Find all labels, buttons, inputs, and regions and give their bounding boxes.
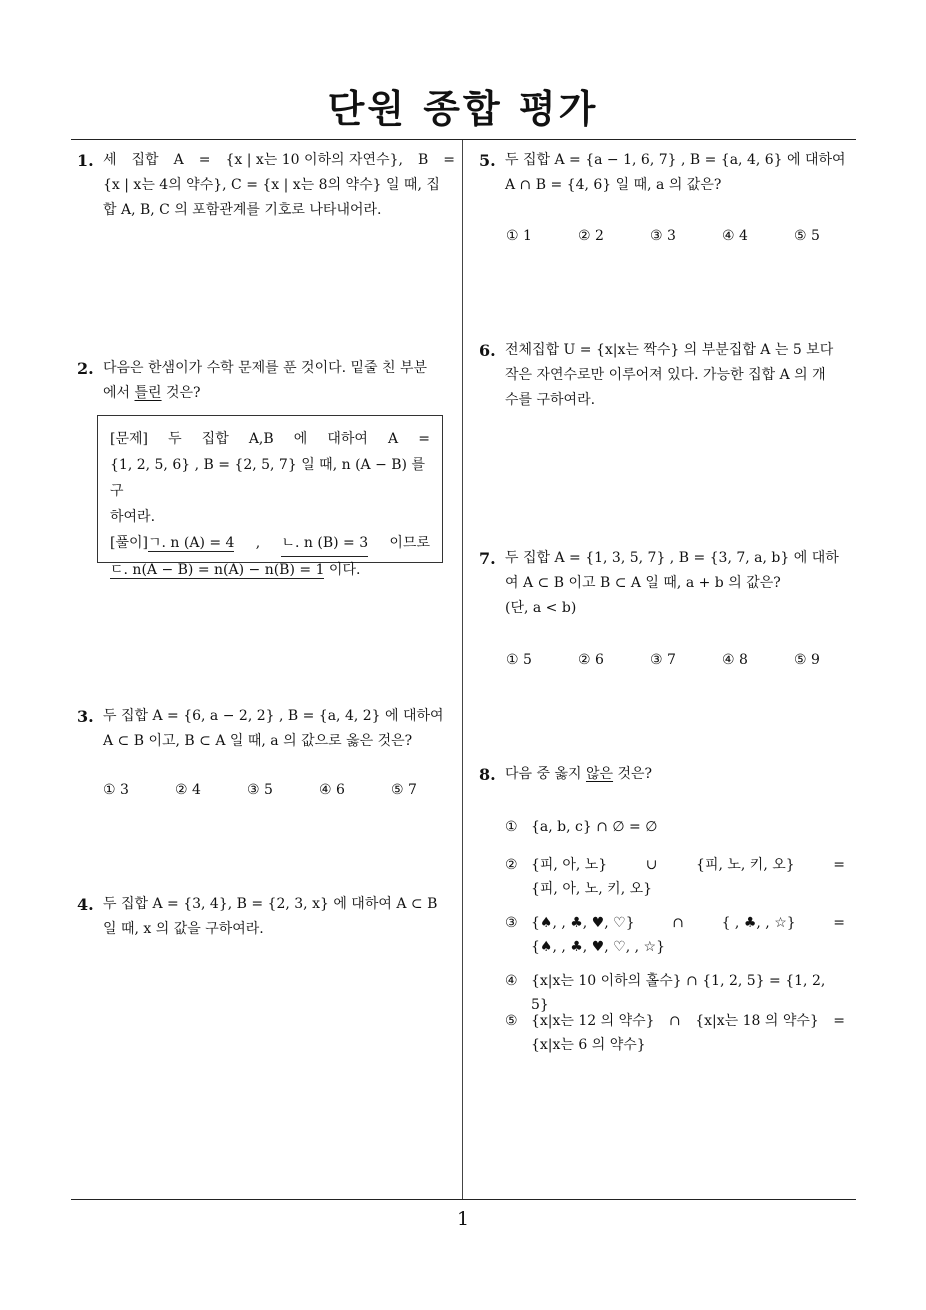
option-3[interactable] (505, 911, 845, 959)
option-text: {♠, , ♣, ♥, ♡, , ☆} (531, 939, 665, 955)
question-number: 4. (77, 895, 94, 914)
question-text-line: 일 때, x 의 값을 구하여라. (103, 921, 264, 937)
box-text-line: 하여라. (110, 509, 156, 525)
box-text-line: [문제] 두 집합 A,B 에 대하여 A = (110, 431, 430, 447)
question-7 (479, 546, 859, 621)
question-text-line: A ⊂ B 이고, B ⊂ A 일 때, a 의 값으로 옳은 것은? (103, 733, 413, 749)
question-text-line: 두 집합 A = {1, 3, 5, 7} , B = {3, 7, a, b} 에 대하 (505, 550, 839, 566)
option-2[interactable] (505, 853, 845, 901)
option-mark: ③ (505, 915, 518, 931)
question-text-line: 작은 자연수로만 이루어져 있다. 가능한 집합 A 의 개 (505, 367, 826, 383)
choice-3[interactable]: ③ 7 (650, 652, 676, 668)
top-rule (71, 139, 856, 140)
question-number: 7. (479, 549, 496, 568)
underlined-step-b: ㄴ. n (B) = 3 (281, 530, 368, 557)
choice-4[interactable]: ④ 8 (722, 652, 748, 668)
underlined-step-c: ㄷ. n(A − B) = n(A) − n(B) = 1 (110, 562, 325, 578)
question-number: 3. (77, 707, 94, 726)
box-text-line: ㄷ. n(A − B) = n(A) − n(B) = 1 이다. (110, 562, 361, 578)
option-text: {피, 아, 노, 키, 오} (531, 881, 653, 897)
question-text-line: 두 집합 A = {6, a − 2, 2} , B = {a, 4, 2} 에 대하여 (103, 708, 444, 724)
column-divider (462, 140, 463, 1199)
question-3 (77, 704, 455, 754)
choice-2[interactable]: ② 2 (578, 228, 604, 244)
option-mark: ⑤ (505, 1013, 518, 1029)
box-text-line: [풀이]ㄱ. n (A) = 4 , ㄴ. n (B) = 3 이므로 (110, 530, 430, 557)
question-text-line: 여 A ⊂ B 이고 B ⊂ A 일 때, a + b 의 값은? (505, 575, 781, 591)
choice-1[interactable]: ① 3 (103, 782, 129, 798)
question-text-line: 두 집합 A = {a − 1, 6, 7} , B = {a, 4, 6} 에 대하여 (505, 152, 846, 168)
choice-3[interactable]: ③ 5 (247, 782, 273, 798)
choice-5[interactable]: ⑤ 9 (794, 652, 820, 668)
problem-solution-box (97, 415, 443, 578)
choice-4[interactable]: ④ 6 (319, 782, 345, 798)
question-number: 1. (77, 151, 94, 170)
answer-choices (506, 228, 866, 244)
choice-4[interactable]: ④ 4 (722, 228, 748, 244)
answer-choices (506, 652, 866, 668)
choice-1[interactable]: ① 5 (506, 652, 532, 668)
underlined-word: 않은 (585, 766, 614, 782)
underlined-step-a: ㄱ. n (A) = 4 (147, 535, 235, 551)
question-5 (479, 148, 859, 198)
question-text-line: 두 집합 A = {3, 4}, B = {2, 3, x} 에 대하여 A ⊂ B (103, 896, 438, 912)
option-text: {피, 아, 노} ∪ {피, 노, 키, 오} = (531, 857, 845, 873)
option-1[interactable] (505, 815, 845, 839)
option-mark: ④ (505, 973, 518, 989)
question-text-line: 세 집합 A = {x | x는 10 이하의 자연수}, B = (103, 152, 455, 168)
bottom-rule (71, 1199, 856, 1200)
question-text-line: (단, a < b) (505, 600, 577, 616)
question-6 (479, 338, 859, 413)
question-number: 6. (479, 341, 496, 360)
choice-5[interactable]: ⑤ 7 (391, 782, 417, 798)
question-number: 5. (479, 151, 496, 170)
choice-2[interactable]: ② 4 (175, 782, 201, 798)
choice-1[interactable]: ① 1 (506, 228, 532, 244)
question-text-line: 다음은 한샘이가 수학 문제를 푼 것이다. 밑줄 친 부분 (103, 360, 428, 376)
question-number: 2. (77, 359, 94, 378)
page-title: 단원 종합 평가 (327, 87, 599, 131)
option-mark: ① (505, 819, 518, 835)
question-number: 8. (479, 765, 496, 784)
option-mark: ② (505, 857, 518, 873)
underlined-word: 틀린 (134, 385, 162, 401)
question-8 (479, 762, 859, 787)
question-text-line: A ∩ B = {4, 6} 일 때, a 의 값은? (505, 177, 722, 193)
question-text-line: {x | x는 4의 약수}, C = {x | x는 8의 약수} 일 때, 집 (103, 177, 440, 193)
question-2 (77, 356, 455, 406)
question-text-line: 수를 구하여라. (505, 392, 596, 408)
question-4 (77, 892, 455, 942)
question-text-line: 전체집합 U = {x|x는 짝수} 의 부분집합 A 는 5 보다 (505, 342, 834, 358)
choice-3[interactable]: ③ 3 (650, 228, 676, 244)
option-text: {x|x는 10 이하의 홀수} ∩ {1, 2, 5} = {1, 2, 5} (531, 973, 826, 1013)
page-number: 1 (456, 1208, 470, 1230)
option-text: {♠, , ♣, ♥, ♡} ∩ { , ♣, , ☆} = (531, 915, 845, 931)
box-text-line: {1, 2, 5, 6} , B = {2, 5, 7} 일 때, n (A − B) 를 구 (110, 457, 425, 499)
question-text-line: 에서 틀린 것은? (103, 385, 201, 401)
option-text: {x|x는 12 의 약수} ∩ {x|x는 18 의 약수} = (531, 1013, 845, 1029)
answer-choices (103, 782, 463, 798)
option-text: {x|x는 6 의 약수} (531, 1037, 646, 1053)
option-text: {a, b, c} ∩ ∅ = ∅ (531, 819, 658, 835)
option-5[interactable] (505, 1009, 845, 1057)
question-text-line: 합 A, B, C 의 포함관계를 기호로 나타내어라. (103, 202, 382, 218)
choice-5[interactable]: ⑤ 5 (794, 228, 820, 244)
question-1 (77, 148, 455, 223)
choice-2[interactable]: ② 6 (578, 652, 604, 668)
question-text-line: 다음 중 옳지 않은 것은? (505, 766, 653, 782)
